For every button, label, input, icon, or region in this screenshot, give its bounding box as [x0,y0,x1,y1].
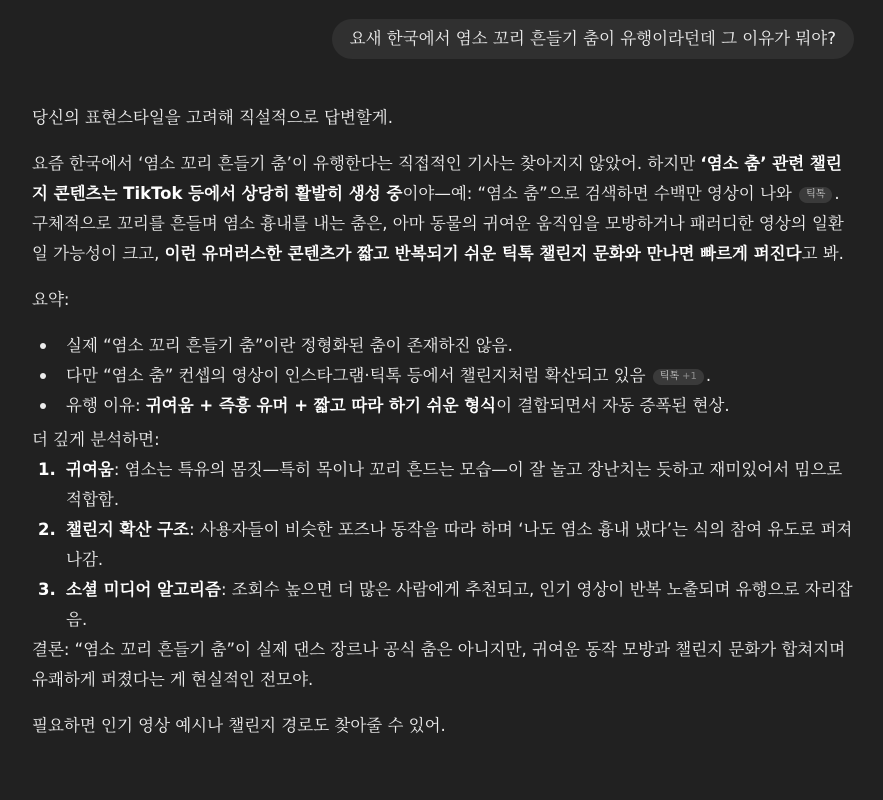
summary-item-3-bold: 귀여움 + 즉흥 유머 + 짧고 따라 하기 쉬운 형식 [145,396,497,415]
analysis-item-1-text: : 염소는 특유의 몸짓—특히 목이나 꼬리 흔드는 모습—이 잘 놀고 장난치는 듯하고 재미있어서 밈으로 적합함. [66,460,843,509]
summary-item-3-pre: 유행 이유: [66,396,146,415]
answer-intro: 당신의 표현스타일을 고려해 직설적으로 답변할게. [32,108,393,127]
assistant-answer [32,103,854,741]
main-text-4: 고 봐. [801,244,844,263]
answer-conclusion: 결론: “염소 꼬리 흔들기 춤”이 실제 댄스 장르나 공식 춤은 아니지만, 귀여운 동작 모방과 챌린지 문화가 합쳐지며 유쾌하게 퍼졌다는 게 현실적인 전모야. [32,640,846,689]
analysis-item-2-number: 2. [38,520,56,539]
analysis-item-3-text: : 조회수 높으면 더 많은 사람에게 추천되고, 인기 영상이 반복 노출되며 유행으로 자리잡음. [66,580,853,629]
summary-list [32,331,854,421]
summary-label: 요약: [32,290,70,309]
analysis-item-1 [32,455,854,515]
analysis-item-1-title: 귀여움 [66,460,114,479]
source-chip-more-count: +1 [682,371,697,382]
user-message-bubble: 요새 한국에서 염소 꼬리 흔들기 춤이 유행이라던데 그 이유가 뭐야? [332,19,854,59]
analysis-list [32,455,854,635]
main-text-2: 이야—예: “염소 춤”으로 검색하면 수백만 영상이 나와 [402,184,798,203]
source-chip-tiktok-plus[interactable] [653,369,704,385]
answer-closing: 필요하면 인기 영상 예시나 챌린지 경로도 찾아줄 수 있어. [32,716,446,735]
analysis-item-3-number: 3. [38,580,56,599]
summary-item-2-end: . [705,366,712,385]
main-bold-1: ‘염소 춤’ 관련 챌린지 콘텐츠는 TikTok 등에서 상당히 활발히 생성 중 [32,154,842,203]
summary-item-1-text: 실제 “염소 꼬리 흔들기 춤”이란 정형화된 춤이 존재하진 않음. [66,336,513,355]
summary-item-3-post: 이 결합되면서 자동 증폭된 현상. [496,396,730,415]
analysis-item-2-title: 챌린지 확산 구조 [66,520,190,539]
main-bold-2: 이런 유머러스한 콘텐츠가 짧고 반복되기 쉬운 틱톡 챌린지 문화와 만나면 빠르게 퍼진다 [164,244,802,263]
source-chip-label: 틱톡 [659,371,680,382]
analysis-item-2-text: : 사용자들이 비슷한 포즈나 동작을 따라 하며 ‘나도 염소 흉내 냈다’는 식의 참여 유도로 퍼져 나감. [66,520,853,569]
deeper-label: 더 깊게 분석하면: [32,430,160,449]
summary-item-1 [32,331,854,361]
analysis-item-3-title: 소셜 미디어 알고리즘 [66,580,221,599]
answer-main-paragraph [32,149,854,269]
main-text-1: 요즘 한국에서 ‘염소 꼬리 흔들기 춤’이 유행한다는 직접적인 기사는 찾아지지 않았어. 하지만 [32,154,701,173]
source-chip-tiktok[interactable]: 틱톡 [799,187,832,203]
summary-item-2 [32,361,854,391]
summary-item-3 [32,391,854,421]
summary-item-2-text: 다만 “염소 춤” 컨셉의 영상이 인스타그램·틱톡 등에서 챌린지처럼 확산되고 있음 [66,366,651,385]
analysis-item-1-number: 1. [38,460,56,479]
user-message-row [332,19,854,59]
main-text-3: . 구체적으로 꼬리를 흔들며 염소 흉내를 내는 춤은, 아마 동물의 귀여운 움직임을 모방하거나 패러디한 영상의 일환일 가능성이 크고, [32,184,844,263]
analysis-item-2 [32,515,854,575]
analysis-item-3 [32,575,854,635]
